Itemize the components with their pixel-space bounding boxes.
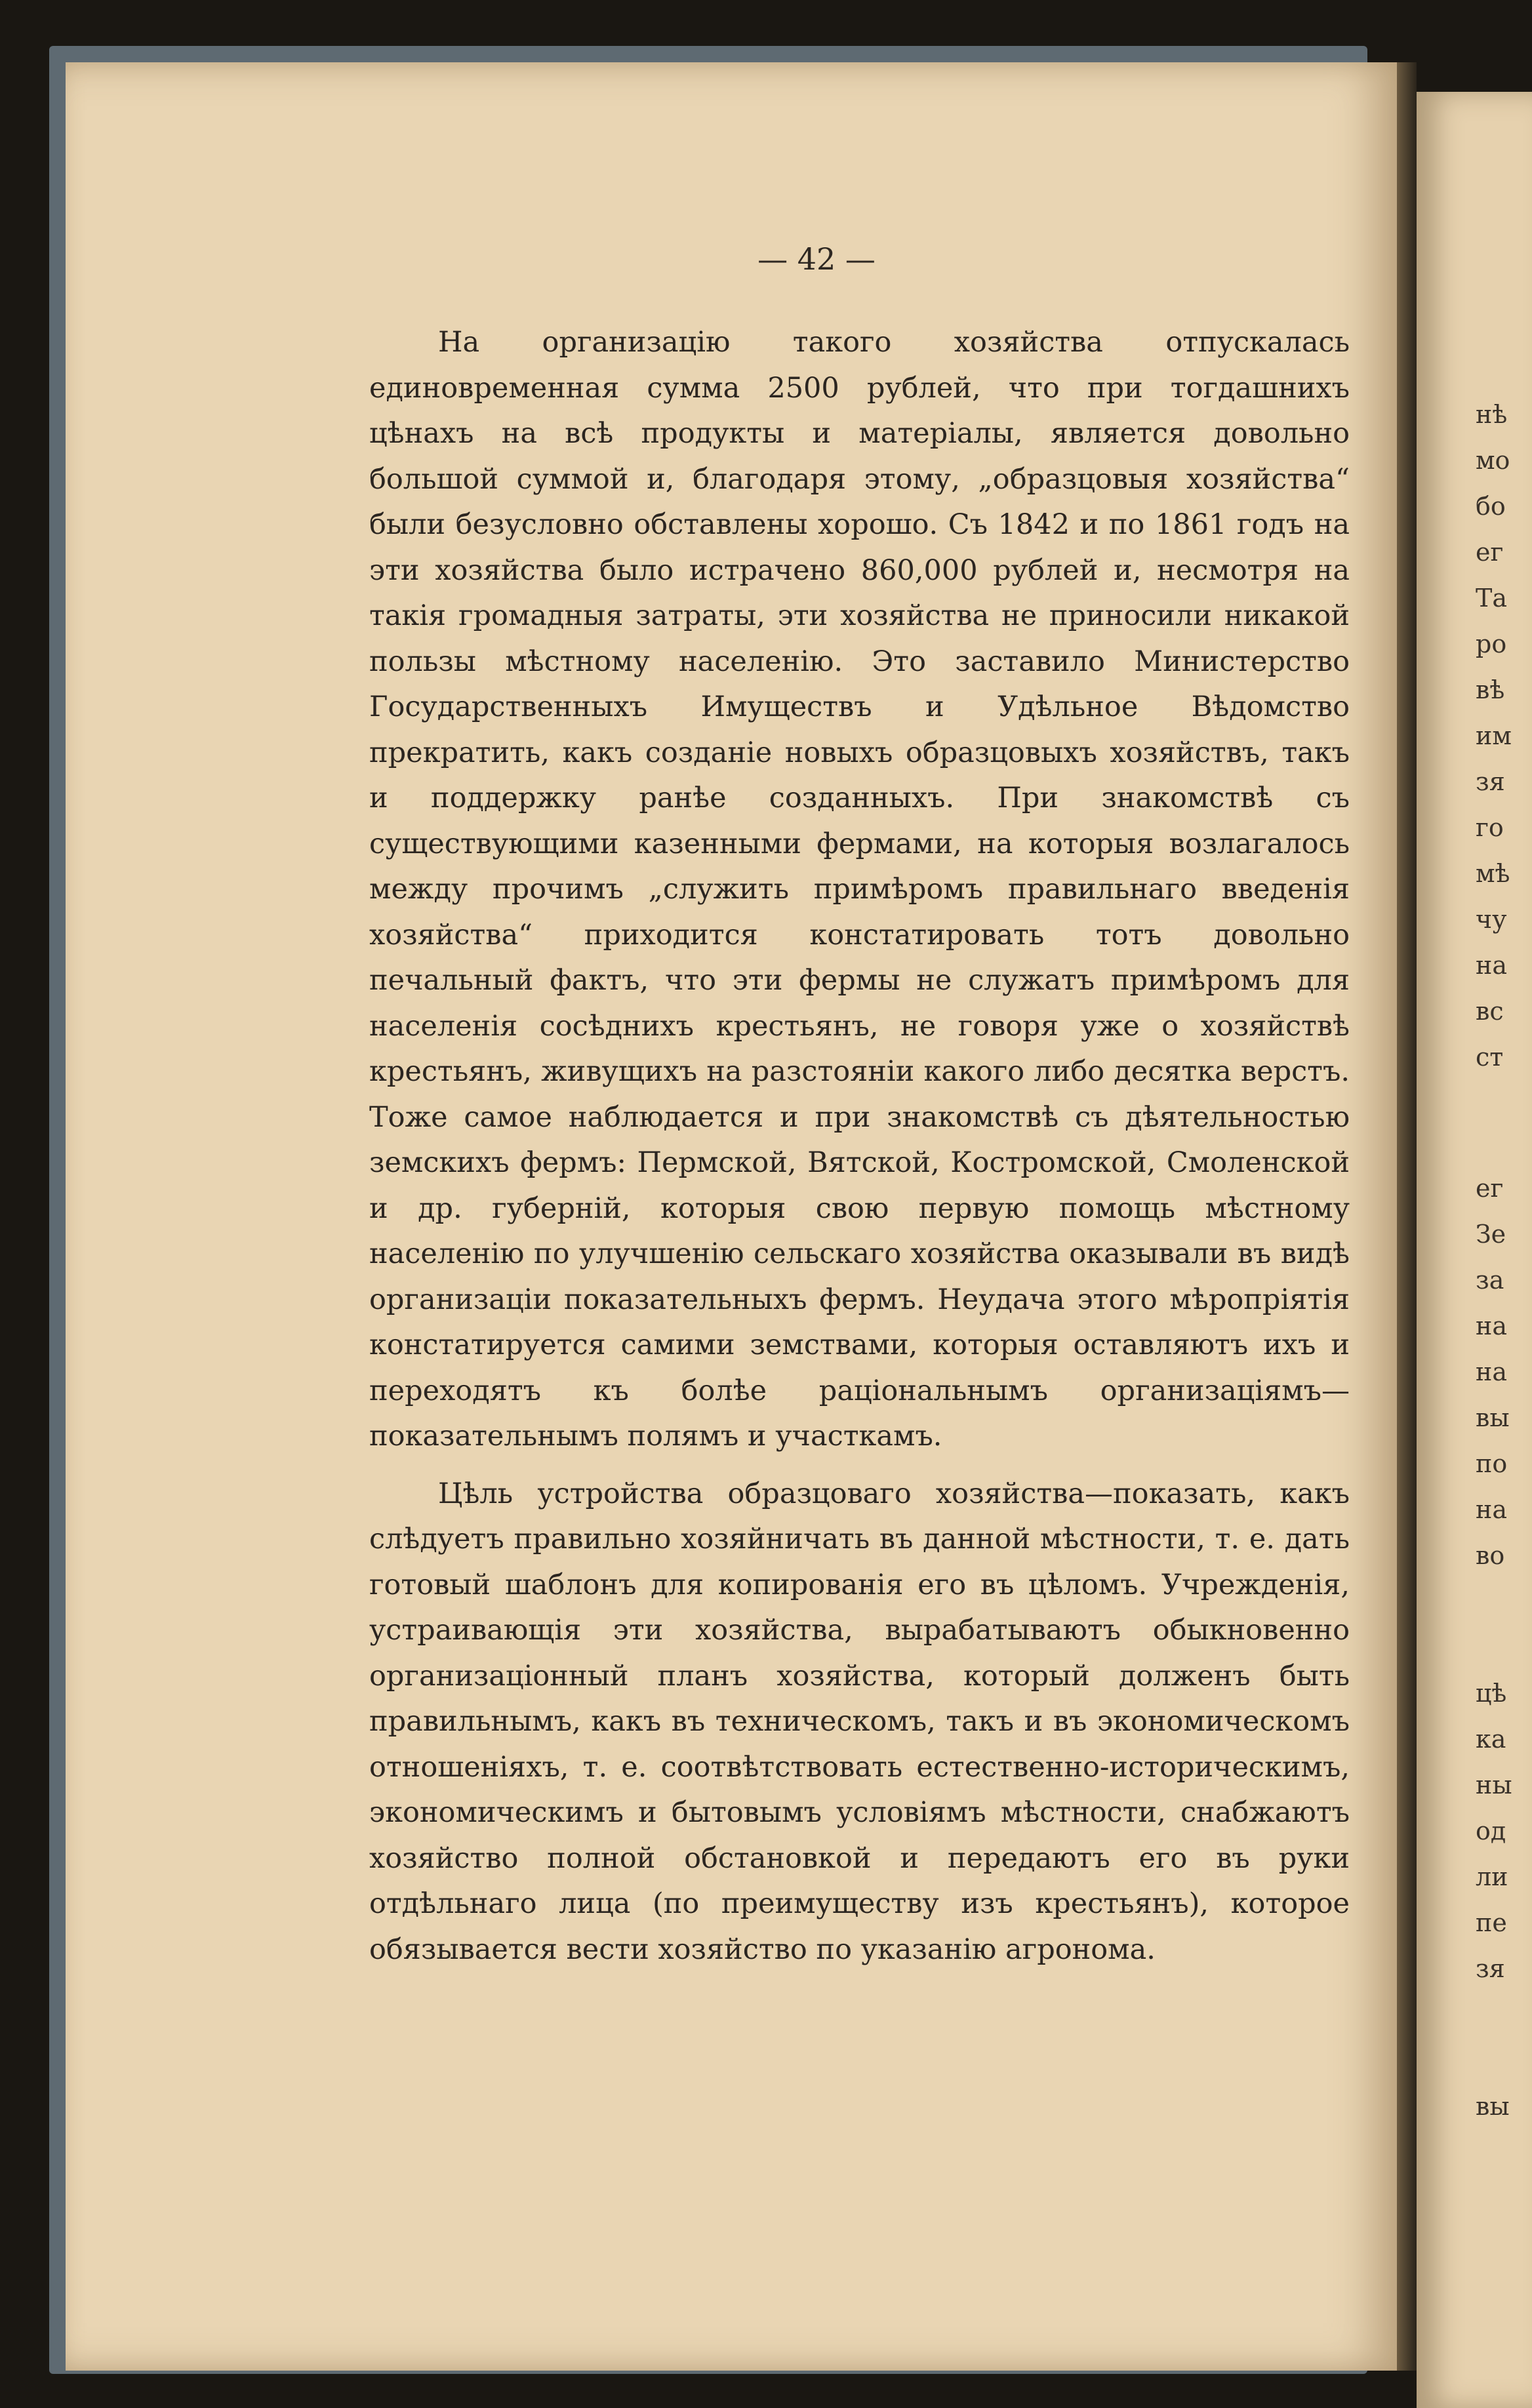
next-page-fragment: вс [1476,997,1504,1026]
next-page-fragment: по [1476,1449,1508,1478]
next-page-fragment: на [1476,1495,1507,1524]
next-page-fragment: вы [1476,2092,1510,2121]
next-page-fragment: мѣ [1476,859,1510,888]
next-page-edge [1417,92,1532,2408]
next-page-fragment: на [1476,1357,1507,1386]
next-page-fragment: пе [1476,1908,1507,1937]
next-page-fragment: за [1476,1266,1504,1294]
next-page-fragment: ли [1476,1862,1508,1891]
next-page-fragment: зя [1476,1954,1505,1983]
next-page-fragment: чу [1476,905,1507,934]
next-page-fragment: ро [1476,630,1507,658]
page-number: — 42 — [757,241,876,277]
next-page-fragment: им [1476,721,1512,750]
next-page-fragment: на [1476,951,1507,980]
next-page-fragment: ег [1476,538,1504,567]
next-page-fragment: во [1476,1541,1505,1570]
next-page-fragment: цѣ [1476,1679,1507,1708]
next-page-fragment: зя [1476,767,1505,796]
next-page-fragment: ст [1476,1043,1504,1072]
next-page-fragment: бо [1476,492,1506,521]
paragraph-2: Цѣль устройства образцоваго хозяйства—показать, какъ слѣдуетъ правильно хозяйничать въ данной мѣстности, т. е. дать готовый шаблонъ для копированія его въ цѣломъ. Учрежденія, устраивающія эти хозяйства, вырабатываютъ обыкновенно организаціонный планъ хозяйства, который долженъ быть правильнымъ, какъ въ техническомъ, такъ и въ экономическомъ отношеніяхъ, т. е. соотвѣтствовать естественно-историческимъ, экономическимъ и бытовымъ условіямъ мѣстности, снабжаютъ хозяйство полной обстановкой и передаютъ его въ руки отдѣльнаго лица (по преимуществу изъ крестьянъ), которое обязывается вести хозяйство по указанію агронома. [369,1477,1350,1966]
next-page-fragment: ег [1476,1174,1504,1203]
next-page-fragment: Зе [1476,1220,1506,1249]
next-page-fragment: го [1476,813,1504,842]
next-page-fragment: на [1476,1312,1507,1340]
paragraph-1: На организацію такого хозяйства отпускалась единовременная сумма 2500 рублей, что при тогдашнихъ цѣнахъ на всѣ продукты и матеріалы, является довольно большой суммой и, благодаря этому, „образцовыя хозяйства“ были безусловно обставлены хорошо. Съ 1842 и по 1861 годъ на эти хозяйства было истрачено 860,000 рублей и, несмотря на такія громадныя затраты, эти хозяйства не приносили никакой пользы мѣстному населенію. Это заставило Министерство Государственныхъ Имуществъ и Удѣльное Вѣдомство прекратить, какъ созданіе новыхъ образцовыхъ хозяйствъ, такъ и поддержку ранѣе созданныхъ. При знакомствѣ съ существующими казенными фермами, на которыя возлагалось между прочимъ „служить примѣромъ правильнаго введенія хозяйства“ приходится констатировать тотъ довольно печальный фактъ, что эти фермы не служатъ примѣромъ для населенія сосѣднихъ крестьянъ, не говоря уже о хозяйствѣ крестьянъ, живущихъ на разстояніи какого либо десятка верстъ. Тоже самое наблюдается и при знакомствѣ съ дѣятельностью земскихъ фермъ: Пермской, Вятской, Костромской, Смоленской и др. губерній, которыя свою первую помощь мѣстному населенію по улучшенію сельскаго хозяйства оказывали въ видѣ организаціи показательныхъ фермъ. Неудача этого мѣропріятія констатируется самими земствами, которыя оставляютъ ихъ и переходятъ къ болѣе раціональнымъ организаціямъ—показательнымъ полямъ и участкамъ. [369,326,1350,1453]
next-page-fragment: вѣ [1476,675,1505,704]
next-page-fragment: Та [1476,584,1508,612]
next-page-fragment: ны [1476,1771,1512,1799]
page-body [369,320,1350,1973]
next-page-fragment: вы [1476,1403,1510,1432]
next-page-fragment: од [1476,1816,1506,1845]
next-page-fragment: мо [1476,446,1510,475]
next-page-fragment: ка [1476,1725,1506,1754]
next-page-fragment: нѣ [1476,400,1508,429]
book-gutter [1397,62,1417,2371]
